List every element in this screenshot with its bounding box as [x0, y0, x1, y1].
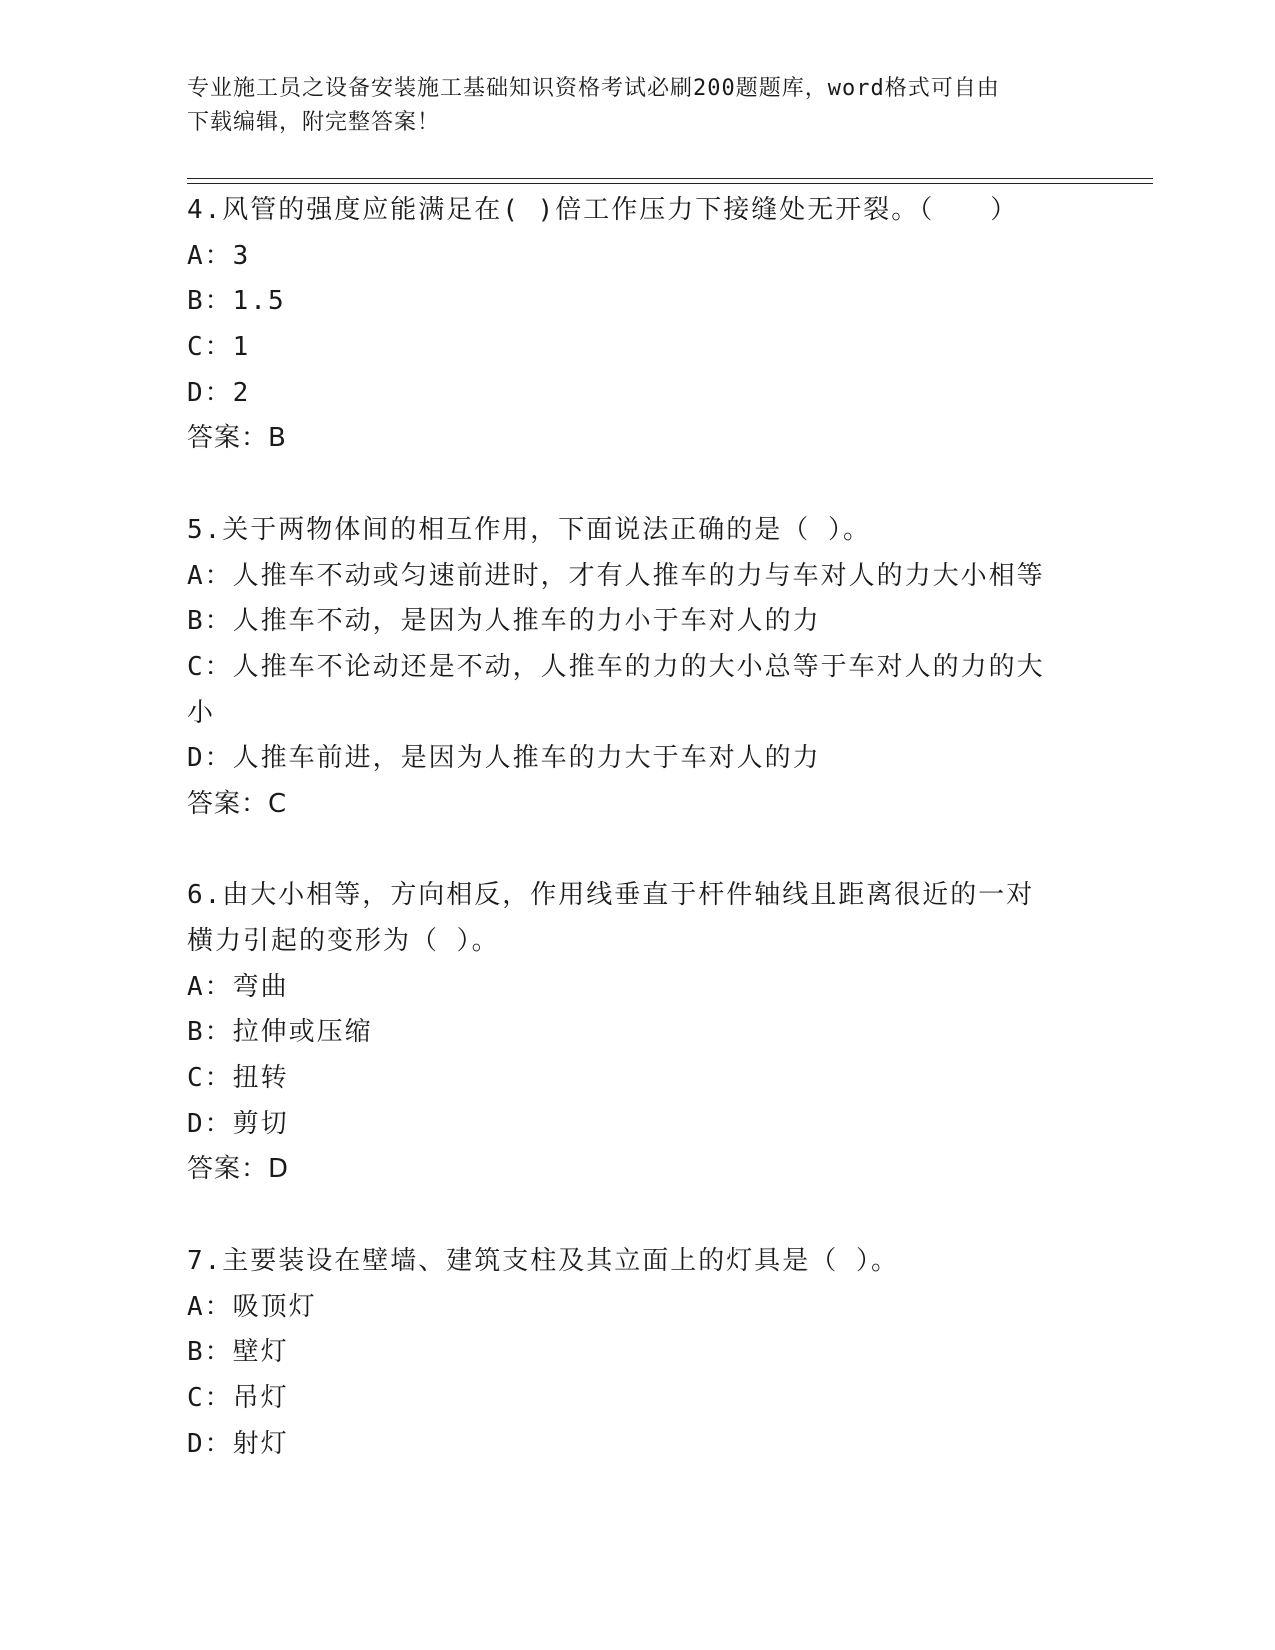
- answer: 答案：C: [187, 788, 288, 819]
- question-stem: 4.风管的强度应能满足在( )倍工作压力下接缝处无开裂。（ ）: [187, 195, 1019, 225]
- option-a: A：人推车不动或匀速前进时，才有人推车的力与车对人的力大小相等: [187, 560, 1045, 591]
- header-line-2: 下载编辑，附完整答案！: [187, 110, 441, 135]
- spacer: [187, 462, 1087, 508]
- option-b: B：1.5: [187, 286, 286, 317]
- option-d: D：2: [187, 377, 251, 408]
- option-b: B：壁灯: [187, 1337, 289, 1368]
- option-a: A：3: [187, 240, 251, 271]
- answer: 答案：D: [187, 1154, 290, 1185]
- option-d: D：射灯: [187, 1428, 289, 1459]
- option-c: C：扭转: [187, 1063, 289, 1094]
- option-c: C：吊灯: [187, 1382, 289, 1413]
- question-6: [187, 873, 1087, 1193]
- option-b: B：人推车不动，是因为人推车的力小于车对人的力: [187, 606, 821, 637]
- question-stem-continued: 横力引起的变形为（ ）。: [187, 926, 500, 956]
- question-7: [187, 1239, 1087, 1467]
- header-divider-top: [187, 178, 1153, 179]
- question-stem: 5.关于两物体间的相互作用，下面说法正确的是（ ）。: [187, 514, 871, 545]
- option-d: D：人推车前进，是因为人推车的力大于车对人的力: [187, 743, 821, 774]
- option-c: C：1: [187, 332, 251, 363]
- spacer: [187, 1193, 1087, 1239]
- question-stem: 6.由大小相等，方向相反，作用线垂直于杆件轴线且距离很近的一对: [187, 880, 1035, 911]
- option-c: C：人推车不论动还是不动，人推车的力的大小总等于车对人的力的大: [187, 651, 1045, 682]
- header-line-1: 专业施工员之设备安装施工基础知识资格考试必刷200题题库，word格式可自由: [187, 76, 1000, 101]
- option-d: D：剪切: [187, 1108, 289, 1139]
- option-c-continued: 小: [187, 697, 216, 728]
- header-divider-bottom: [187, 183, 1153, 184]
- option-b: B：拉伸或压缩: [187, 1017, 373, 1048]
- question-5: [187, 508, 1087, 828]
- question-stem: 7.主要装设在壁墙、建筑支柱及其立面上的灯具是（ ）。: [187, 1245, 899, 1276]
- question-list: [187, 188, 1087, 1467]
- answer: 答案：B: [187, 423, 287, 454]
- option-a: A：弯曲: [187, 971, 289, 1002]
- spacer: [187, 828, 1087, 874]
- option-a: A：吸顶灯: [187, 1291, 317, 1322]
- question-4: [187, 188, 1087, 462]
- document-header: [187, 72, 1067, 140]
